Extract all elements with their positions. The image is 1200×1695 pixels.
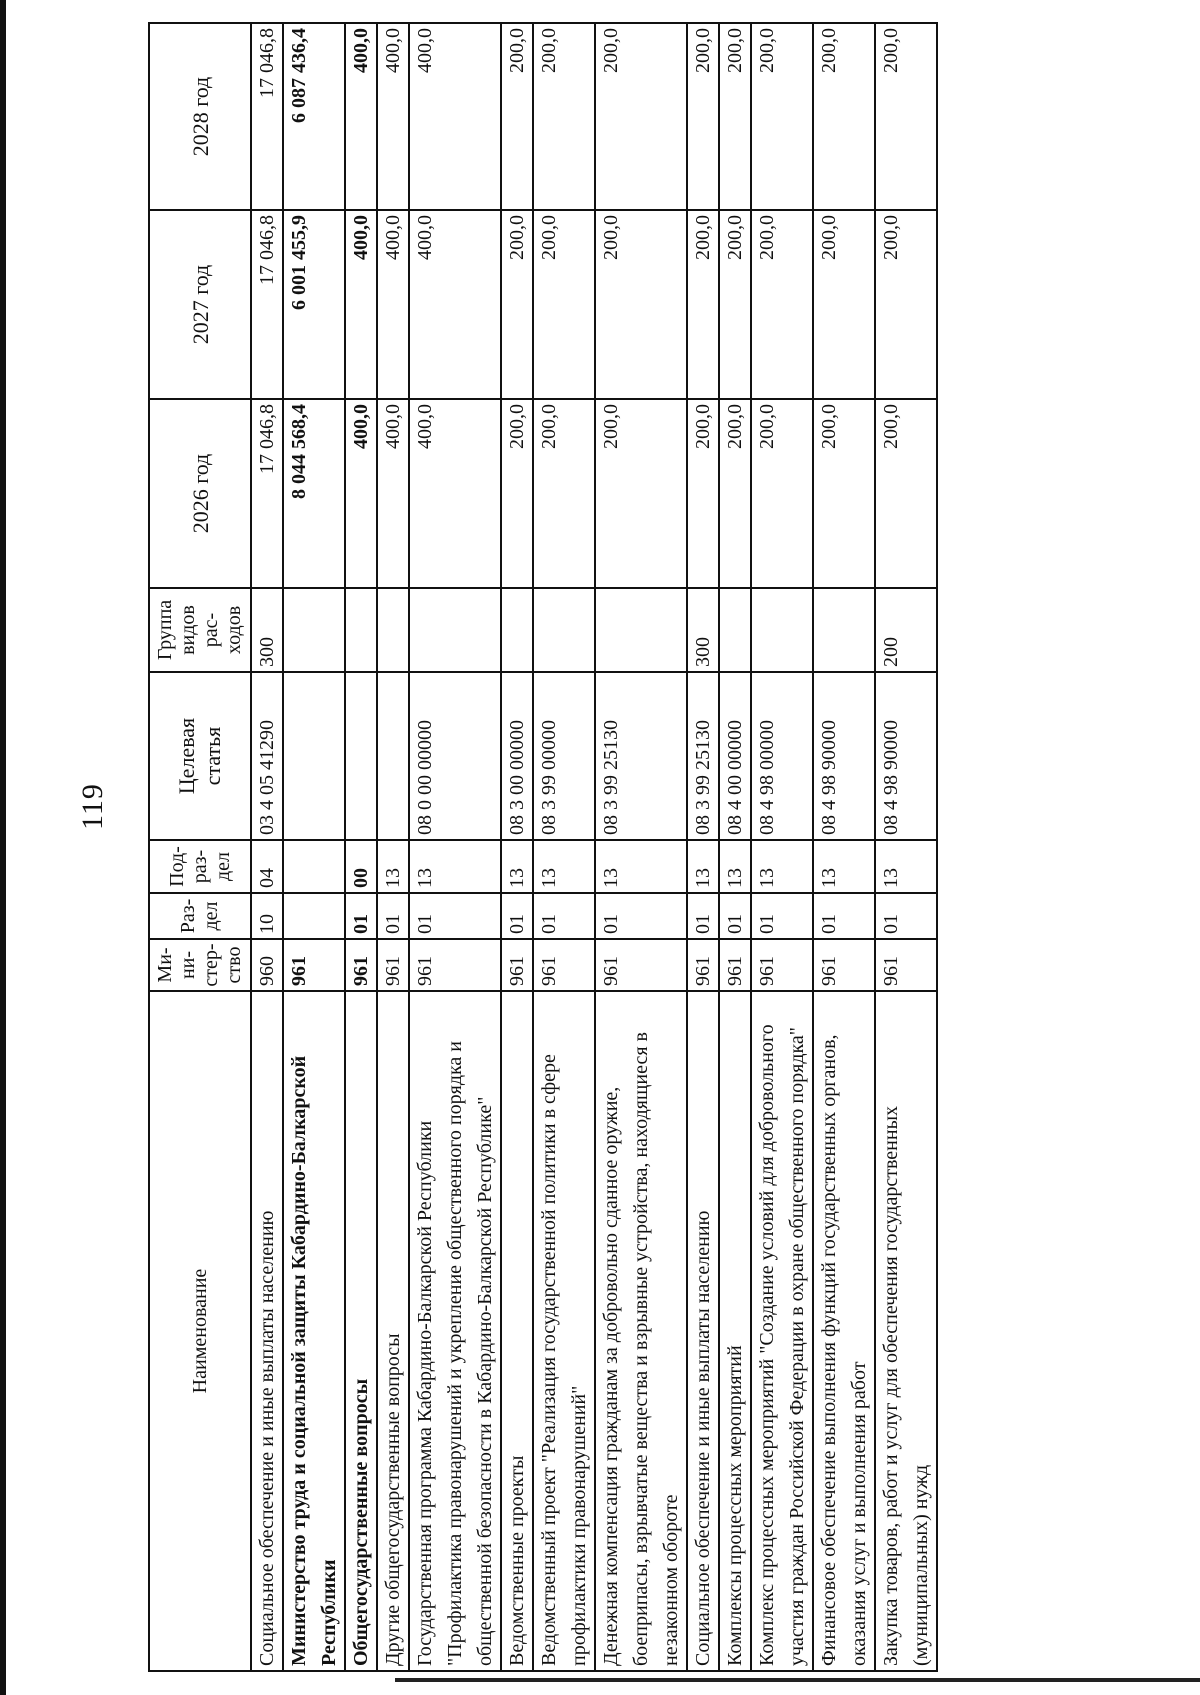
amount-2027-cell: 200,0	[813, 210, 875, 399]
ministry-cell: 960	[251, 939, 283, 991]
expense-group-cell	[409, 588, 501, 672]
ministry-cell: 961	[345, 939, 377, 991]
target-cell: 08 4 98 90000	[813, 672, 875, 840]
ministry-cell: 961	[501, 939, 533, 991]
table-row	[377, 23, 409, 1671]
section-cell: 01	[533, 893, 595, 939]
budget-body	[251, 23, 937, 1671]
amount-2028-cell: 200,0	[751, 23, 813, 210]
header-expense-group: Группа видов рас- ходов	[149, 588, 251, 672]
target-cell: 03 4 05 41290	[251, 672, 283, 840]
amount-2026-cell: 400,0	[409, 399, 501, 588]
amount-2027-cell: 400,0	[409, 210, 501, 399]
amount-2027-cell: 400,0	[345, 210, 377, 399]
amount-2026-cell: 200,0	[533, 399, 595, 588]
name-cell: Комплексы процессных мероприятий	[719, 991, 751, 1671]
amount-2027-cell: 200,0	[875, 210, 937, 399]
table-row	[875, 23, 937, 1671]
name-cell: Финансовое обеспечение выполнения функций государственных органов, оказания услуг и выполнения работ	[813, 991, 875, 1671]
table-row	[719, 23, 751, 1671]
target-cell: 08 3 99 25130	[687, 672, 719, 840]
expense-group-cell	[345, 588, 377, 672]
table-row	[595, 23, 687, 1671]
amount-2028-cell: 200,0	[595, 23, 687, 210]
ministry-cell: 961	[283, 939, 345, 991]
subsection-cell: 13	[813, 840, 875, 893]
name-cell: Министерство труда и социальной защиты Кабардино-Балкарской Республики	[283, 991, 345, 1671]
amount-2028-cell: 17 046,8	[251, 23, 283, 210]
amount-2027-cell: 200,0	[687, 210, 719, 399]
ministry-cell: 961	[751, 939, 813, 991]
section-cell: 01	[501, 893, 533, 939]
subsection-cell: 04	[251, 840, 283, 893]
section-cell: 10	[251, 893, 283, 939]
target-cell: 08 3 99 00000	[533, 672, 595, 840]
name-cell: Социальное обеспечение и иные выплаты населению	[687, 991, 719, 1671]
header-row	[149, 23, 251, 1671]
subsection-cell: 00	[345, 840, 377, 893]
amount-2026-cell: 200,0	[719, 399, 751, 588]
amount-2026-cell: 200,0	[687, 399, 719, 588]
expense-group-cell	[377, 588, 409, 672]
target-cell	[283, 672, 345, 840]
ministry-cell: 961	[409, 939, 501, 991]
section-cell: 01	[595, 893, 687, 939]
table-row	[813, 23, 875, 1671]
target-cell	[377, 672, 409, 840]
amount-2027-cell: 200,0	[533, 210, 595, 399]
table-row	[751, 23, 813, 1671]
name-cell: Социальное обеспечение и иные выплаты населению	[251, 991, 283, 1671]
header-section: Раз- дел	[149, 893, 251, 939]
amount-2027-cell: 200,0	[751, 210, 813, 399]
target-cell: 08 4 98 00000	[751, 672, 813, 840]
section-cell: 01	[751, 893, 813, 939]
subsection-cell	[283, 840, 345, 893]
target-cell: 08 3 00 00000	[501, 672, 533, 840]
amount-2027-cell: 6 001 455,9	[283, 210, 345, 399]
amount-2028-cell: 400,0	[377, 23, 409, 210]
amount-2026-cell: 200,0	[751, 399, 813, 588]
name-cell: Закупка товаров, работ и услуг для обеспечения государственных (муниципальных) нужд	[875, 991, 937, 1671]
section-cell: 01	[813, 893, 875, 939]
name-cell: Общегосударственные вопросы	[345, 991, 377, 1671]
ministry-cell: 961	[687, 939, 719, 991]
table-row	[345, 23, 377, 1671]
subsection-cell: 13	[501, 840, 533, 893]
header-2026: 2026 год	[149, 399, 251, 588]
header-ministry: Ми- ни- стер- ство	[149, 939, 251, 991]
amount-2028-cell: 200,0	[687, 23, 719, 210]
amount-2028-cell: 200,0	[719, 23, 751, 210]
name-cell: Государственная программа Кабардино-Балкарской Республики "Профилактика правонарушений и укрепление общественного порядка и общественной безопасности в Кабардино-Балкарской Республике"	[409, 991, 501, 1671]
ministry-cell: 961	[875, 939, 937, 991]
subsection-cell: 13	[377, 840, 409, 893]
table-row	[409, 23, 501, 1671]
expense-group-cell	[813, 588, 875, 672]
table-row	[251, 23, 283, 1671]
subsection-cell: 13	[751, 840, 813, 893]
amount-2027-cell: 200,0	[501, 210, 533, 399]
expense-group-cell	[533, 588, 595, 672]
ministry-cell: 961	[533, 939, 595, 991]
header-2028: 2028 год	[149, 23, 251, 210]
amount-2027-cell: 400,0	[377, 210, 409, 399]
table-row	[283, 23, 345, 1671]
subsection-cell: 13	[875, 840, 937, 893]
amount-2026-cell: 200,0	[501, 399, 533, 588]
expense-group-cell	[501, 588, 533, 672]
amount-2026-cell: 8 044 568,4	[283, 399, 345, 588]
section-cell: 01	[409, 893, 501, 939]
amount-2026-cell: 400,0	[345, 399, 377, 588]
amount-2026-cell: 200,0	[875, 399, 937, 588]
section-cell: 01	[875, 893, 937, 939]
amount-2028-cell: 200,0	[501, 23, 533, 210]
name-cell: Комплекс процессных мероприятий "Создание условий для добровольного участия граждан Российской Федерации в охране общественного порядка"	[751, 991, 813, 1671]
amount-2028-cell: 200,0	[533, 23, 595, 210]
name-cell: Ведомственные проекты	[501, 991, 533, 1671]
amount-2026-cell: 17 046,8	[251, 399, 283, 588]
expense-group-cell	[595, 588, 687, 672]
expense-group-cell: 300	[251, 588, 283, 672]
header-2027: 2027 год	[149, 210, 251, 399]
amount-2028-cell: 200,0	[813, 23, 875, 210]
amount-2027-cell: 200,0	[719, 210, 751, 399]
amount-2026-cell: 200,0	[595, 399, 687, 588]
name-cell: Другие общегосударственные вопросы	[377, 991, 409, 1671]
table-row	[687, 23, 719, 1671]
amount-2026-cell: 400,0	[377, 399, 409, 588]
amount-2028-cell: 6 087 436,4	[283, 23, 345, 210]
subsection-cell: 13	[533, 840, 595, 893]
header-name: Наименование	[149, 991, 251, 1671]
table-row	[533, 23, 595, 1671]
amount-2027-cell: 17 046,8	[251, 210, 283, 399]
subsection-cell: 13	[719, 840, 751, 893]
amount-2028-cell: 200,0	[875, 23, 937, 210]
subsection-cell: 13	[687, 840, 719, 893]
ministry-cell: 961	[719, 939, 751, 991]
section-cell	[283, 893, 345, 939]
amount-2026-cell: 200,0	[813, 399, 875, 588]
header-target: Целевая статья	[149, 672, 251, 840]
expense-group-cell	[751, 588, 813, 672]
subsection-cell: 13	[409, 840, 501, 893]
budget-table	[148, 22, 938, 1672]
ministry-cell: 961	[595, 939, 687, 991]
page-number: 119	[76, 783, 109, 830]
amount-2027-cell: 200,0	[595, 210, 687, 399]
expense-group-cell: 200	[875, 588, 937, 672]
section-cell: 01	[719, 893, 751, 939]
expense-group-cell	[283, 588, 345, 672]
target-cell: 08 3 99 25130	[595, 672, 687, 840]
expense-group-cell: 300	[687, 588, 719, 672]
section-cell: 01	[687, 893, 719, 939]
header-subsection: Под- раз- дел	[149, 840, 251, 893]
section-cell: 01	[345, 893, 377, 939]
expense-group-cell	[719, 588, 751, 672]
target-cell	[345, 672, 377, 840]
section-cell: 01	[377, 893, 409, 939]
target-cell: 08 0 00 00000	[409, 672, 501, 840]
target-cell: 08 4 98 90000	[875, 672, 937, 840]
name-cell: Ведомственный проект "Реализация государственной политики в сфере профилактики правонарушений"	[533, 991, 595, 1671]
subsection-cell: 13	[595, 840, 687, 893]
ministry-cell: 961	[377, 939, 409, 991]
name-cell: Денежная компенсация гражданам за добровольно сданное оружие, боеприпасы, взрывчатые вещества и взрывные устройства, находящиеся в незаконном обороте	[595, 991, 687, 1671]
target-cell: 08 4 00 00000	[719, 672, 751, 840]
amount-2028-cell: 400,0	[409, 23, 501, 210]
ministry-cell: 961	[813, 939, 875, 991]
amount-2028-cell: 400,0	[345, 23, 377, 210]
table-row	[501, 23, 533, 1671]
